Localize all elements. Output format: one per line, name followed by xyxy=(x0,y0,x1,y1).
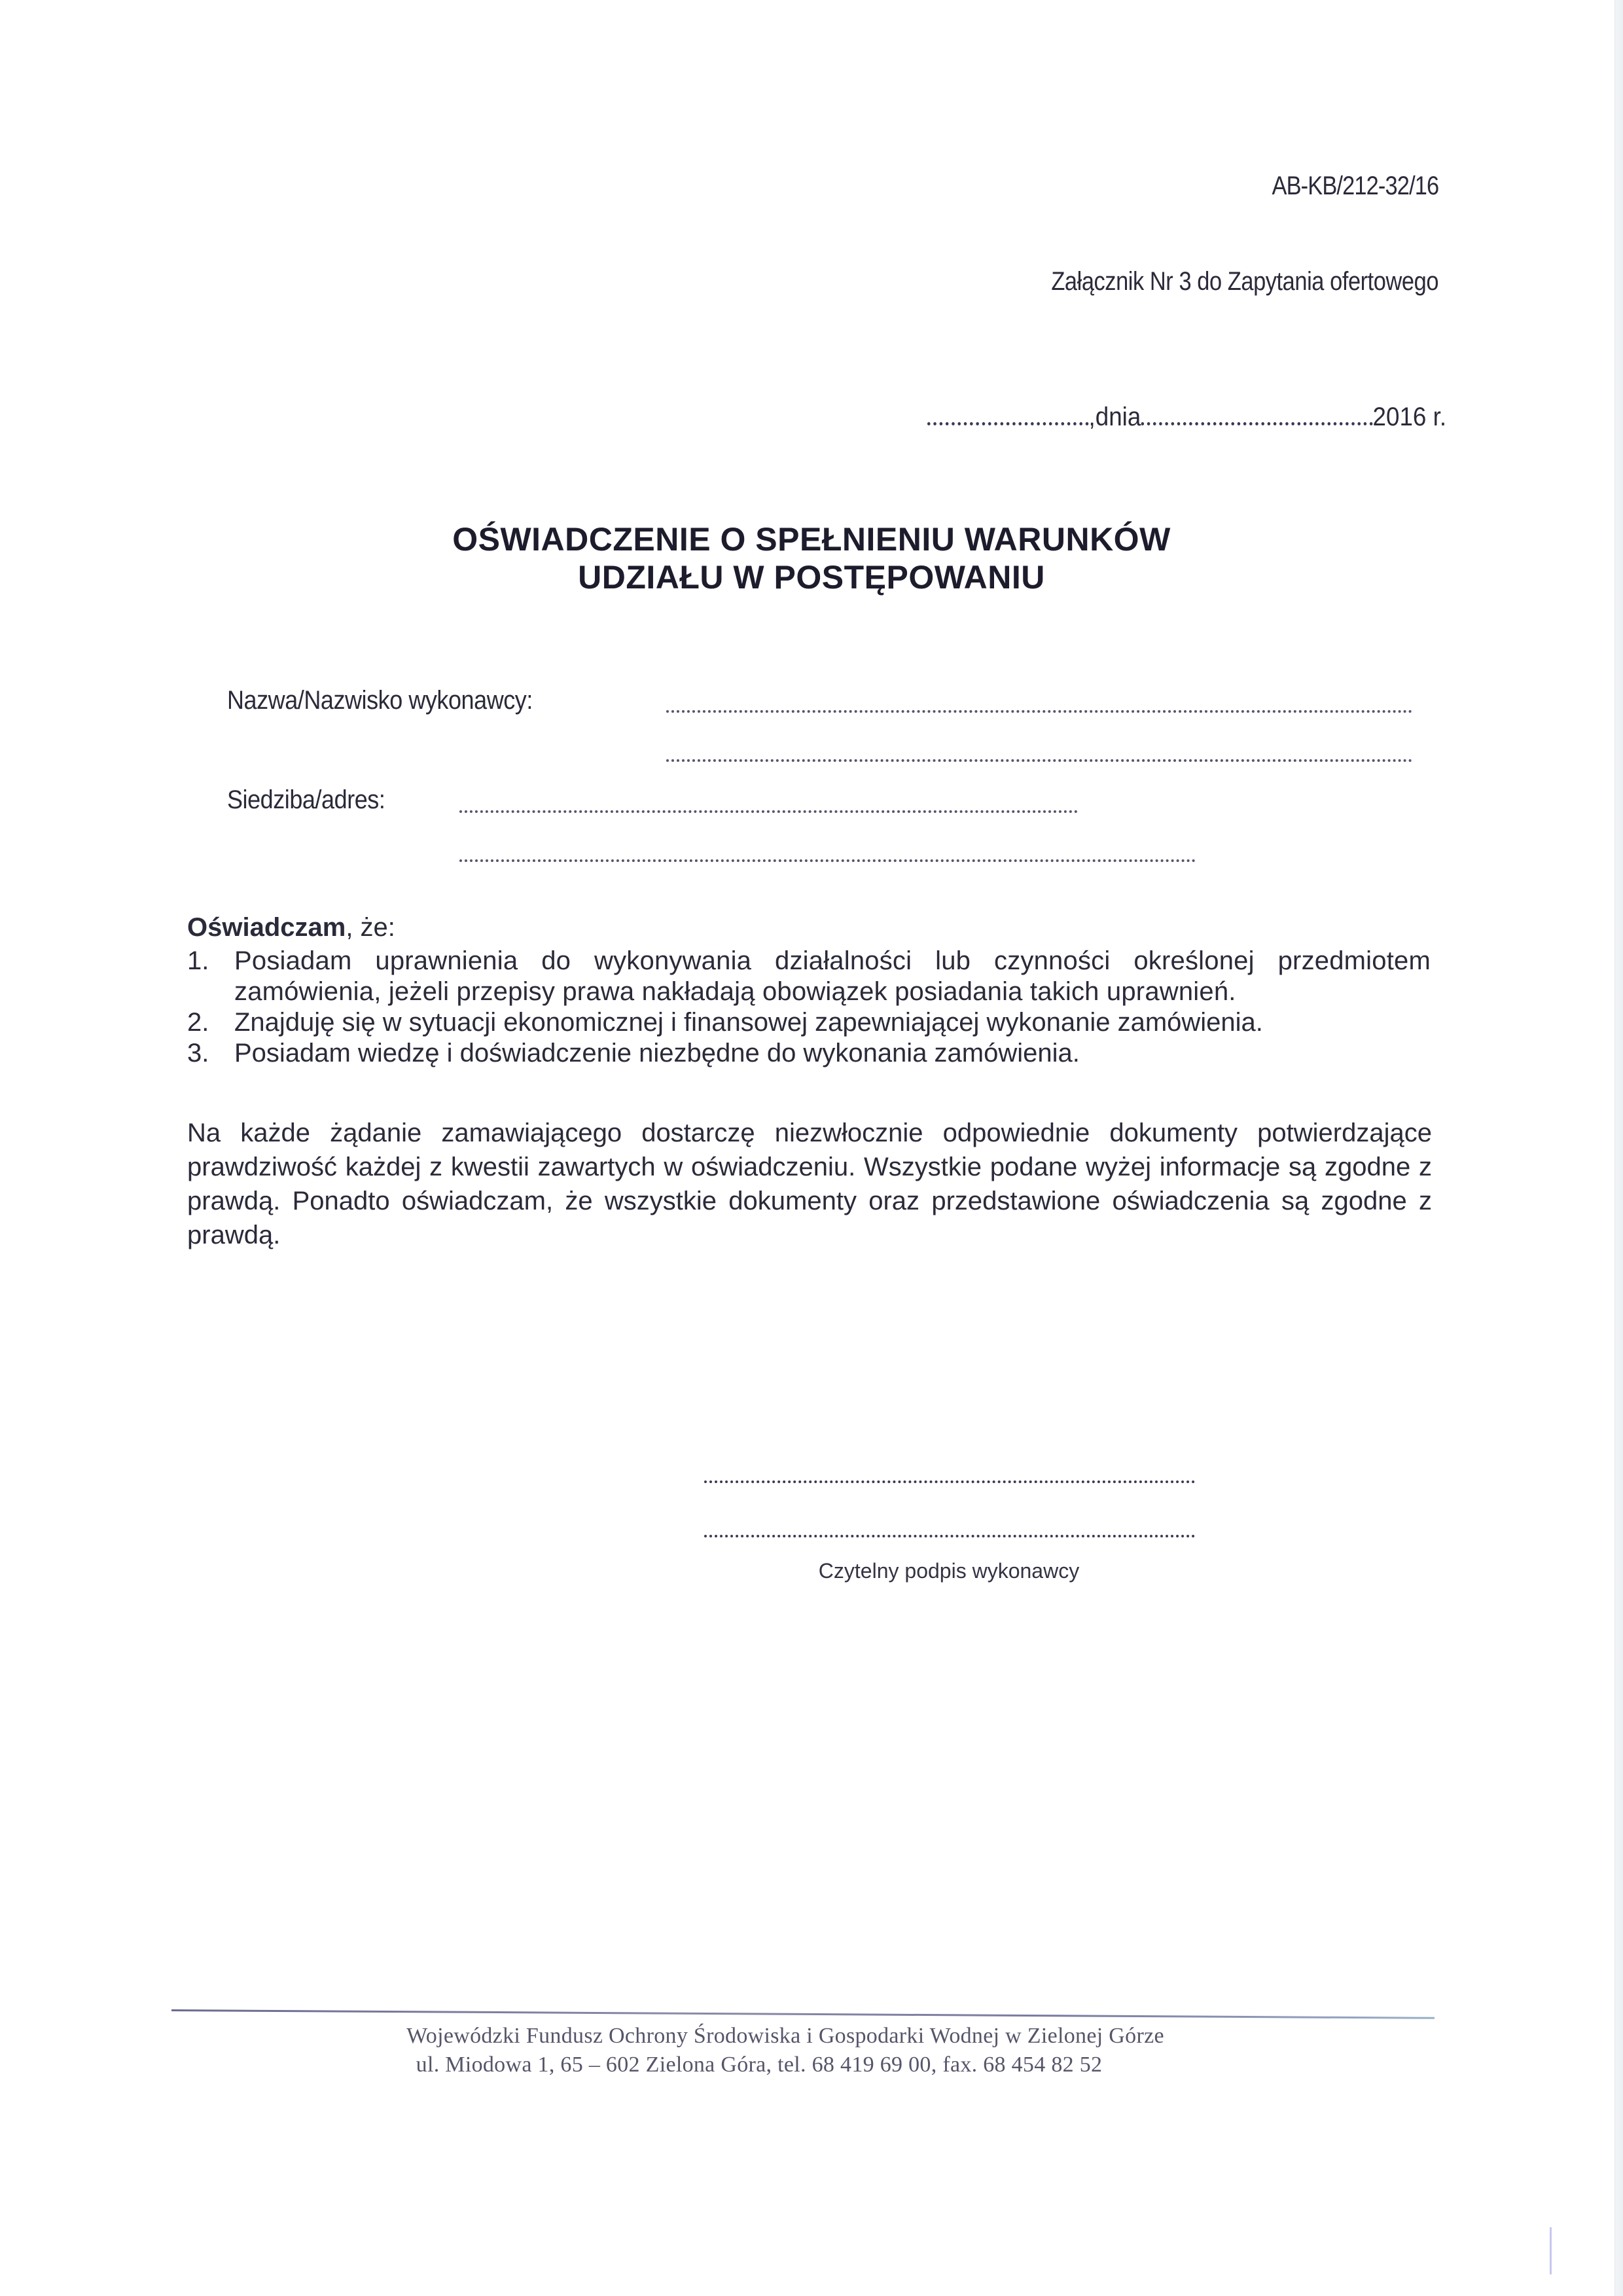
declaration-list xyxy=(187,946,1431,1069)
contractor-name-field-line-2[interactable] xyxy=(666,759,1412,762)
address-field-line-2[interactable] xyxy=(459,859,1196,862)
declaration-item xyxy=(187,1038,1431,1069)
declaration-item xyxy=(187,1007,1431,1038)
year-suffix: 2016 r. xyxy=(1372,403,1446,431)
place-field[interactable] xyxy=(927,422,1089,425)
declaration-item-text: Znajduję się w sytuacji ekonomicznej i finansowej zapewniającej wykonanie zamówienia. xyxy=(234,1008,1263,1037)
footer-organization: Wojewódzki Fundusz Ochrony Środowiska i Gospodarki Wodnej w Zielonej Górze xyxy=(406,2024,1164,2048)
footer-divider xyxy=(171,2009,1435,2019)
contractor-name-field[interactable] xyxy=(666,710,1412,713)
scan-artifact-mark xyxy=(1550,2227,1552,2274)
scan-page-edge xyxy=(1614,0,1623,2296)
address-field[interactable] xyxy=(459,810,1078,813)
declaration-heading-bold: Oświadczam xyxy=(187,913,346,942)
address-label: Siedziba/adres: xyxy=(227,785,385,814)
signature-line-1[interactable] xyxy=(704,1480,1195,1483)
contractor-name-label: Nazwa/Nazwisko wykonawcy: xyxy=(227,686,533,715)
declaration-item-number: 1. xyxy=(187,946,209,975)
declaration-item xyxy=(187,946,1431,1007)
signature-label: Czytelny podpis wykonawcy xyxy=(818,1559,1080,1583)
title-line-2: UDZIAŁU W POSTĘPOWANIU xyxy=(578,559,1045,596)
signature-line-2[interactable] xyxy=(704,1535,1195,1537)
date-field[interactable] xyxy=(1141,422,1372,425)
reference-number: AB-KB/212-32/16 xyxy=(1272,171,1438,200)
declaration-item-text: Posiadam uprawnienia do wykonywania działalności lub czynności określonej przedmiotem zamówienia, jeżeli przepisy prawa nakładają obowiązek posiadania takich uprawnień. xyxy=(234,946,1431,1006)
footer-address: ul. Miodowa 1, 65 – 602 Zielona Góra, tel. 68 419 69 00, fax. 68 454 82 52 xyxy=(416,2053,1103,2077)
dnia-label: ,dnia xyxy=(1088,403,1141,431)
document-title xyxy=(0,520,1623,596)
declaration-item-text: Posiadam wiedzę i doświadczenie niezbędne do wykonania zamówienia. xyxy=(234,1039,1080,1067)
attachment-label: Załącznik Nr 3 do Zapytania ofertowego xyxy=(1051,267,1438,296)
declaration-heading-rest: , że: xyxy=(346,913,395,942)
declaration-item-number: 2. xyxy=(187,1008,209,1037)
title-line-1: OŚWIADCZENIE O SPEŁNIENIU WARUNKÓW xyxy=(452,521,1171,558)
confirmation-paragraph: Na każde żądanie zamawiającego dostarczę niezwłocznie odpowiednie dokumenty potwierdzające prawdziwość każdej z kwestii zawartych w oświadczeniu. Wszystkie podane wyżej informacje są zgodne z prawdą. Ponadto oświadczam, że wszystkie dokumenty oraz przedstawione oświadczenia są zgodne z prawdą. xyxy=(187,1119,1432,1249)
date-line xyxy=(927,403,1446,432)
declaration-item-number: 3. xyxy=(187,1039,209,1067)
declaration-heading xyxy=(187,913,395,942)
